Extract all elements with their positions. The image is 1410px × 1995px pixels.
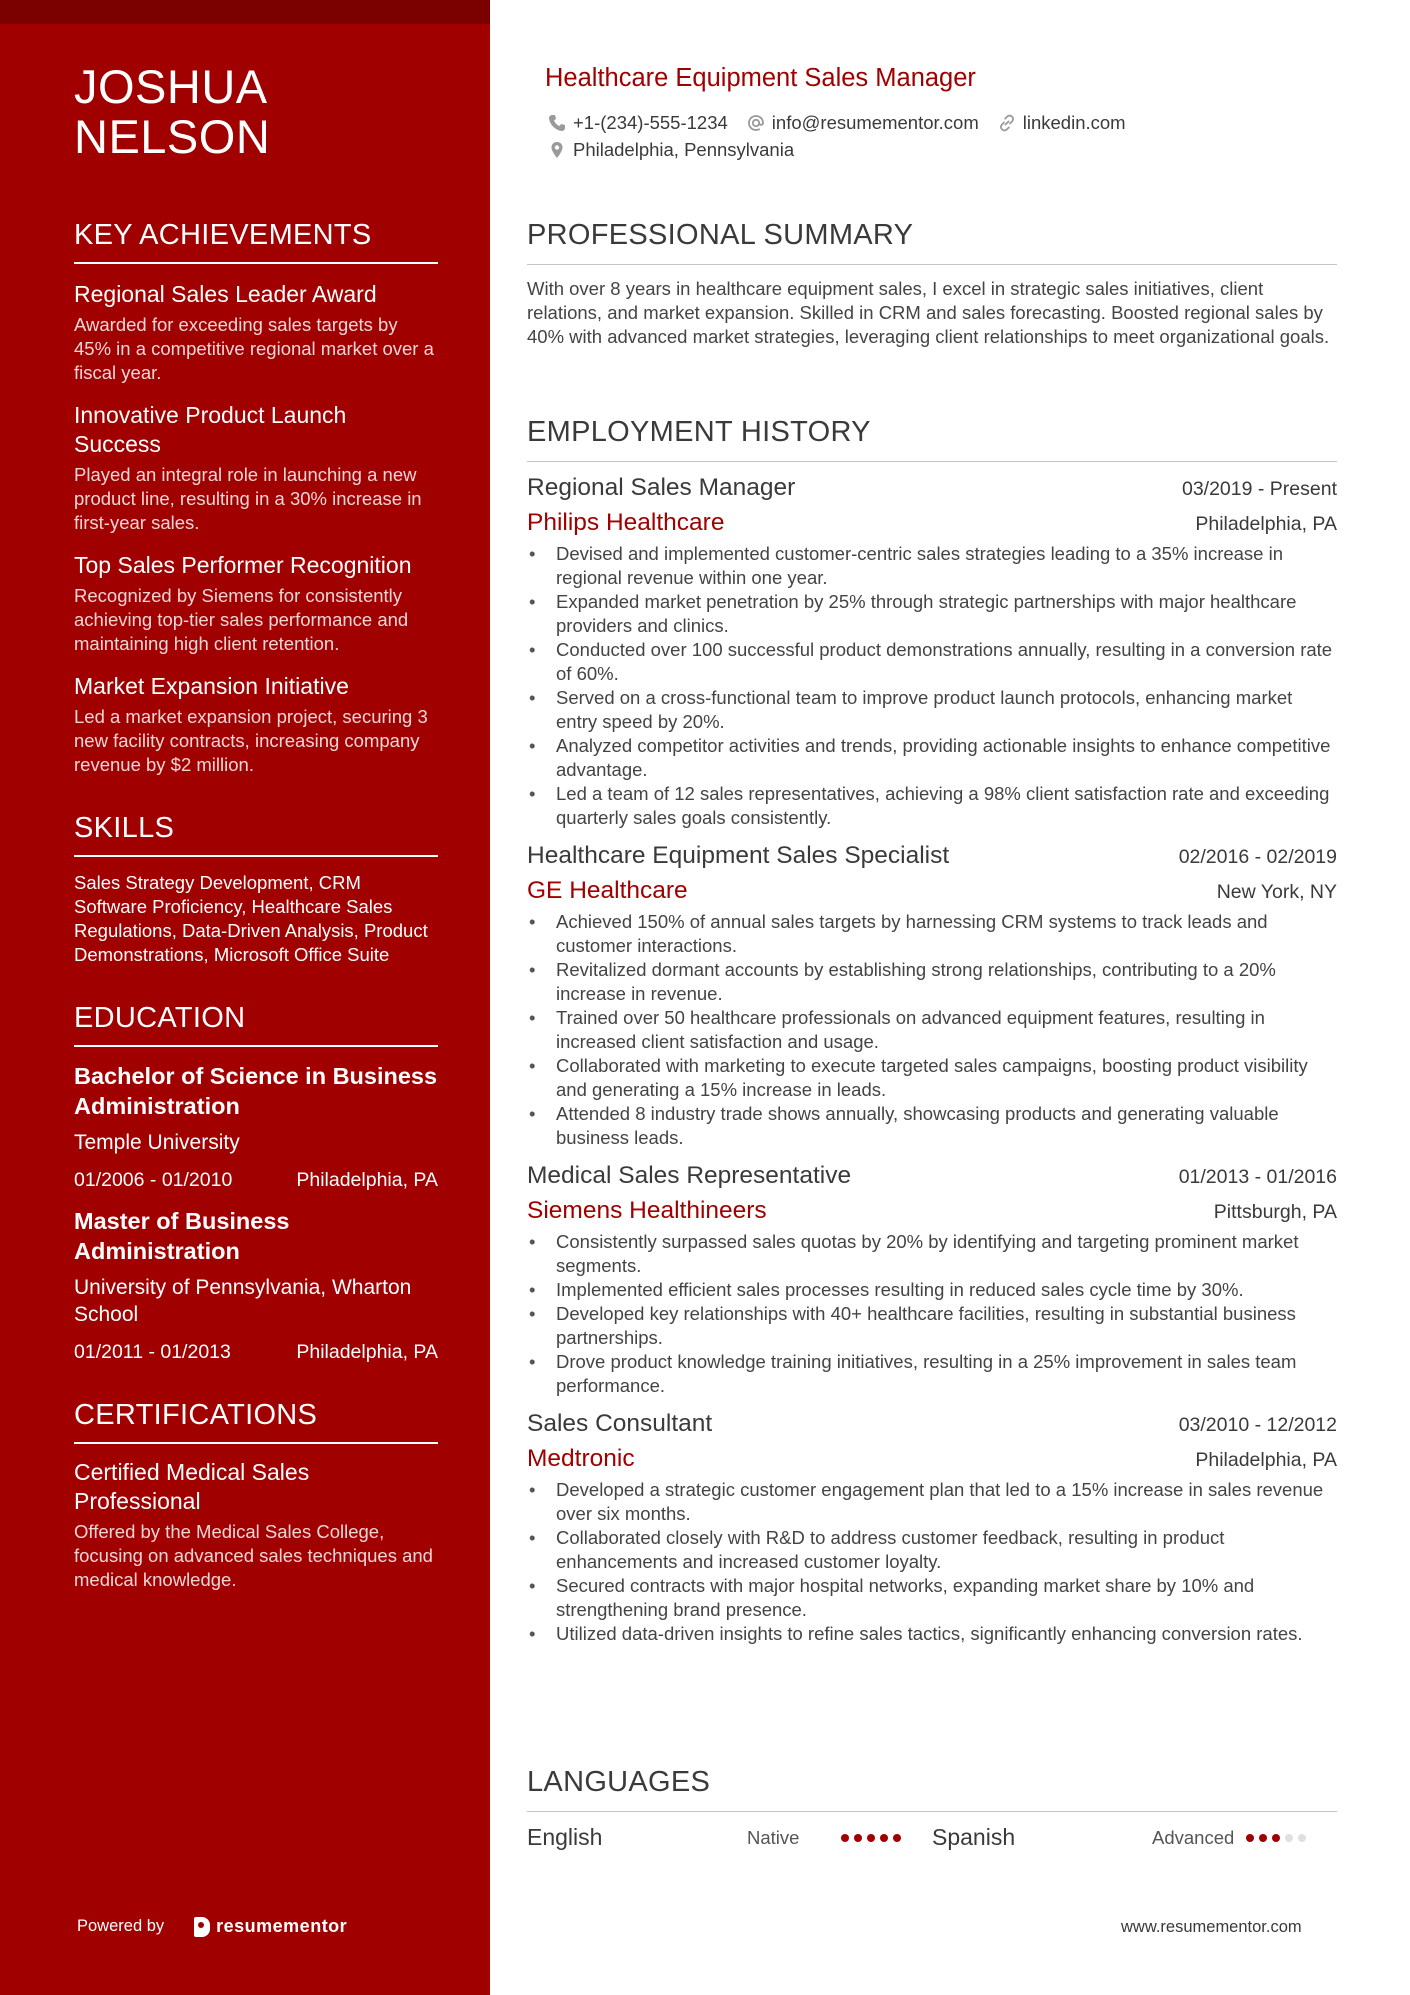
certifications-section (74, 1398, 438, 1592)
phone-icon (547, 113, 567, 133)
certifications-heading: CERTIFICATIONS (74, 1398, 438, 1444)
contact-linkedin (997, 112, 1126, 134)
education-school: Temple University (74, 1131, 240, 1154)
job-bullet: • Revitalized dormant accounts by establishing strong relationships, contributing to a 20% increase in revenue. (527, 958, 1337, 1006)
achievement-title: Market Expansion Initiative (74, 673, 349, 699)
candidate-name (74, 62, 438, 162)
language-item (932, 1824, 1337, 1851)
contact-location (547, 139, 794, 161)
rating-dot-filled (1272, 1834, 1280, 1842)
skills-text: Sales Strategy Development, CRM Software Proficiency, Healthcare Sales Regulations, Data-Driven Analysis, Product Demonstrations, Microsoft Office Suite (74, 872, 428, 965)
job-bullets (527, 910, 1337, 1150)
sidebar (0, 0, 490, 1995)
education-section (74, 1001, 438, 1364)
job-location: Philadelphia, PA (1195, 513, 1337, 535)
rating-dot-filled (867, 1834, 875, 1842)
job-entry (527, 1408, 1337, 1646)
achievement-description: Awarded for exceeding sales targets by 45% in a competitive regional market over a fiscal year. (74, 314, 434, 383)
link-icon (997, 113, 1017, 133)
rating-dot-filled (880, 1834, 888, 1842)
summary-section (527, 218, 1337, 349)
job-dates: 03/2010 - 12/2012 (1178, 1414, 1337, 1436)
email-text[interactable]: info@resumementor.com (771, 112, 979, 133)
job-header (527, 840, 1337, 872)
education-school: University of Pennsylvania, Wharton School (74, 1276, 412, 1326)
job-bullets (527, 1230, 1337, 1398)
job-dates: 02/2016 - 02/2019 (1178, 846, 1337, 868)
powered-by (77, 1916, 347, 1937)
job-entry (527, 840, 1337, 1150)
achievement-title: Regional Sales Leader Award (74, 281, 377, 307)
rating-dot-filled (854, 1834, 862, 1842)
phone-text[interactable]: +1-(234)-555-1234 (573, 112, 728, 133)
job-company: Siemens Healthineers (527, 1197, 767, 1224)
job-location: Philadelphia, PA (1195, 1449, 1337, 1471)
contact-row-1 (547, 112, 1144, 134)
education-meta (74, 1340, 438, 1364)
job-header (527, 1408, 1337, 1440)
job-company: GE Healthcare (527, 877, 688, 904)
achievement-description: Led a market expansion project, securing 3 new facility contracts, increasing company revenue by $2 million. (74, 706, 428, 775)
skills-section (74, 811, 438, 967)
job-bullet: • Utilized data-driven insights to refine sales tactics, significantly enhancing conversion rates. (527, 1622, 1337, 1646)
job-role: Medical Sales Representative (527, 1162, 852, 1189)
sidebar-content (74, 62, 438, 1626)
job-location: Pittsburgh, PA (1213, 1201, 1337, 1223)
job-bullets (527, 542, 1337, 830)
language-item (527, 1824, 932, 1851)
job-subheader (527, 876, 1337, 906)
footer-url[interactable]: www.resumementor.com (1121, 1918, 1302, 1936)
job-location: New York, NY (1216, 881, 1337, 903)
first-name: JOSHUA (74, 60, 268, 113)
job-bullet: • Expanded market penetration by 25% through strategic partnerships with major healthcare providers and clinics. (527, 590, 1337, 638)
job-subheader (527, 1444, 1337, 1474)
education-dates: 01/2006 - 01/2010 (74, 1169, 233, 1191)
language-rating (841, 1834, 906, 1842)
education-heading: EDUCATION (74, 1001, 438, 1047)
language-rating (1246, 1834, 1311, 1842)
education-degree: Master of Business Administration (74, 1208, 290, 1264)
achievement-title: Top Sales Performer Recognition (74, 552, 412, 578)
job-role: Regional Sales Manager (527, 474, 796, 501)
job-bullet: • Analyzed competitor activities and trends, providing actionable insights to enhance competitive advantage. (527, 734, 1337, 782)
job-bullet: • Conducted over 100 successful product demonstrations annually, resulting in a conversion rate of 60%. (527, 638, 1337, 686)
education-degree: Bachelor of Science in Business Administration (74, 1063, 438, 1119)
job-bullets (527, 1478, 1337, 1646)
summary-text: With over 8 years in healthcare equipment sales, I excel in strategic sales initiatives, client relations, and market expansion. Skilled in CRM and sales forecasting. Boosted regional sales by 40% with advanced market strategies, leveraging client relationships to meet organizational goals. (527, 278, 1330, 347)
achievement-item (74, 280, 438, 385)
certification-item (74, 1458, 438, 1592)
job-list (527, 472, 1337, 1646)
rating-dot-filled (893, 1834, 901, 1842)
language-name: Spanish (932, 1824, 1016, 1850)
last-name: NELSON (74, 110, 271, 163)
contact-email (746, 112, 979, 134)
sidebar-top-band (0, 0, 490, 24)
language-level: Advanced (1152, 1826, 1235, 1848)
job-bullet: • Drove product knowledge training initiatives, resulting in a 25% improvement in sales team performance. (527, 1350, 1337, 1398)
languages-section (527, 1765, 1337, 1851)
certifications-list (74, 1458, 438, 1592)
job-bullet: • Collaborated with marketing to execute targeted sales campaigns, boosting product visibility and generating a 15% increase in leads. (527, 1054, 1337, 1102)
contact-row-2 (547, 139, 812, 161)
employment-section (527, 415, 1337, 1646)
job-subheader (527, 508, 1337, 538)
job-bullet: • Achieved 150% of annual sales targets by harnessing CRM systems to track leads and customer interactions. (527, 910, 1337, 958)
brand-name: resumementor (216, 1916, 348, 1936)
achievement-description: Played an integral role in launching a new product line, resulting in a 30% increase in first-year sales. (74, 464, 422, 533)
languages-row (527, 1824, 1337, 1851)
job-company: Medtronic (527, 1445, 635, 1472)
language-name: English (527, 1824, 603, 1850)
achievements-heading: KEY ACHIEVEMENTS (74, 218, 438, 264)
resumementor-logo-icon (194, 1917, 210, 1937)
education-item (74, 1061, 438, 1192)
linkedin-text[interactable]: linkedin.com (1022, 112, 1126, 133)
job-dates: 03/2019 - Present (1181, 478, 1337, 500)
education-item (74, 1206, 438, 1364)
location-pin-icon (547, 140, 567, 160)
job-bullet: • Trained over 50 healthcare professionals on advanced equipment features, resulting in increased client satisfaction and usage. (527, 1006, 1337, 1054)
job-bullet: • Collaborated closely with R&D to address customer feedback, resulting in product enhancements and increased customer loyalty. (527, 1526, 1337, 1574)
job-header (527, 1160, 1337, 1192)
achievement-item (74, 551, 438, 656)
achievements-section (74, 218, 438, 777)
employment-heading: EMPLOYMENT HISTORY (527, 415, 1337, 462)
at-icon (746, 113, 766, 133)
job-entry (527, 1160, 1337, 1398)
job-entry (527, 472, 1337, 830)
language-level: Native (747, 1826, 800, 1848)
education-location: Philadelphia, PA (296, 1169, 438, 1191)
education-dates: 01/2011 - 01/2013 (74, 1341, 231, 1363)
headline: Healthcare Equipment Sales Manager (545, 64, 976, 92)
powered-by-label: Powered by (77, 1917, 165, 1935)
achievements-list (74, 280, 438, 777)
rating-dot-empty (1285, 1834, 1293, 1842)
job-company: Philips Healthcare (527, 509, 725, 536)
summary-heading: PROFESSIONAL SUMMARY (527, 218, 1337, 265)
job-bullet: • Served on a cross-functional team to improve product launch protocols, enhancing market entry speed by 20%. (527, 686, 1337, 734)
achievement-description: Recognized by Siemens for consistently achieving top-tier sales performance and maintaining high client retention. (74, 585, 409, 654)
job-header (527, 472, 1337, 504)
certification-description: Offered by the Medical Sales College, focusing on advanced sales techniques and medical knowledge. (74, 1521, 433, 1590)
achievement-item (74, 401, 438, 535)
rating-dot-empty (1298, 1834, 1306, 1842)
job-subheader (527, 1196, 1337, 1226)
location-text: Philadelphia, Pennsylvania (573, 139, 795, 160)
job-role: Sales Consultant (527, 1410, 713, 1437)
job-bullet: • Secured contracts with major hospital networks, expanding market share by 10% and strengthening brand presence. (527, 1574, 1337, 1622)
rating-dot-filled (1259, 1834, 1267, 1842)
achievement-item (74, 672, 438, 777)
contact-phone (547, 112, 728, 134)
rating-dot-filled (1246, 1834, 1254, 1842)
rating-dot-filled (841, 1834, 849, 1842)
education-list (74, 1061, 438, 1364)
certification-title: Certified Medical Sales Professional (74, 1459, 310, 1514)
job-bullet: • Led a team of 12 sales representatives, achieving a 98% client satisfaction rate and exceeding quarterly sales goals consistently. (527, 782, 1337, 830)
job-dates: 01/2013 - 01/2016 (1178, 1166, 1337, 1188)
skills-heading: SKILLS (74, 811, 438, 857)
job-bullet: • Devised and implemented customer-centric sales strategies leading to a 35% increase in regional revenue within one year. (527, 542, 1337, 590)
job-bullet: • Implemented efficient sales processes resulting in reduced sales cycle time by 30%. (527, 1278, 1337, 1302)
job-bullet: • Consistently surpassed sales quotas by 20% by identifying and targeting prominent market segments. (527, 1230, 1337, 1278)
job-bullet: • Developed key relationships with 40+ healthcare facilities, resulting in substantial business partnerships. (527, 1302, 1337, 1350)
education-meta (74, 1168, 438, 1192)
job-bullet: • Developed a strategic customer engagement plan that led to a 15% increase in sales revenue over six months. (527, 1478, 1337, 1526)
job-role: Healthcare Equipment Sales Specialist (527, 842, 950, 869)
achievement-title: Innovative Product Launch Success (74, 402, 347, 457)
job-bullet: • Attended 8 industry trade shows annually, showcasing products and generating valuable business leads. (527, 1102, 1337, 1150)
education-location: Philadelphia, PA (296, 1341, 438, 1363)
languages-heading: LANGUAGES (527, 1765, 1337, 1812)
